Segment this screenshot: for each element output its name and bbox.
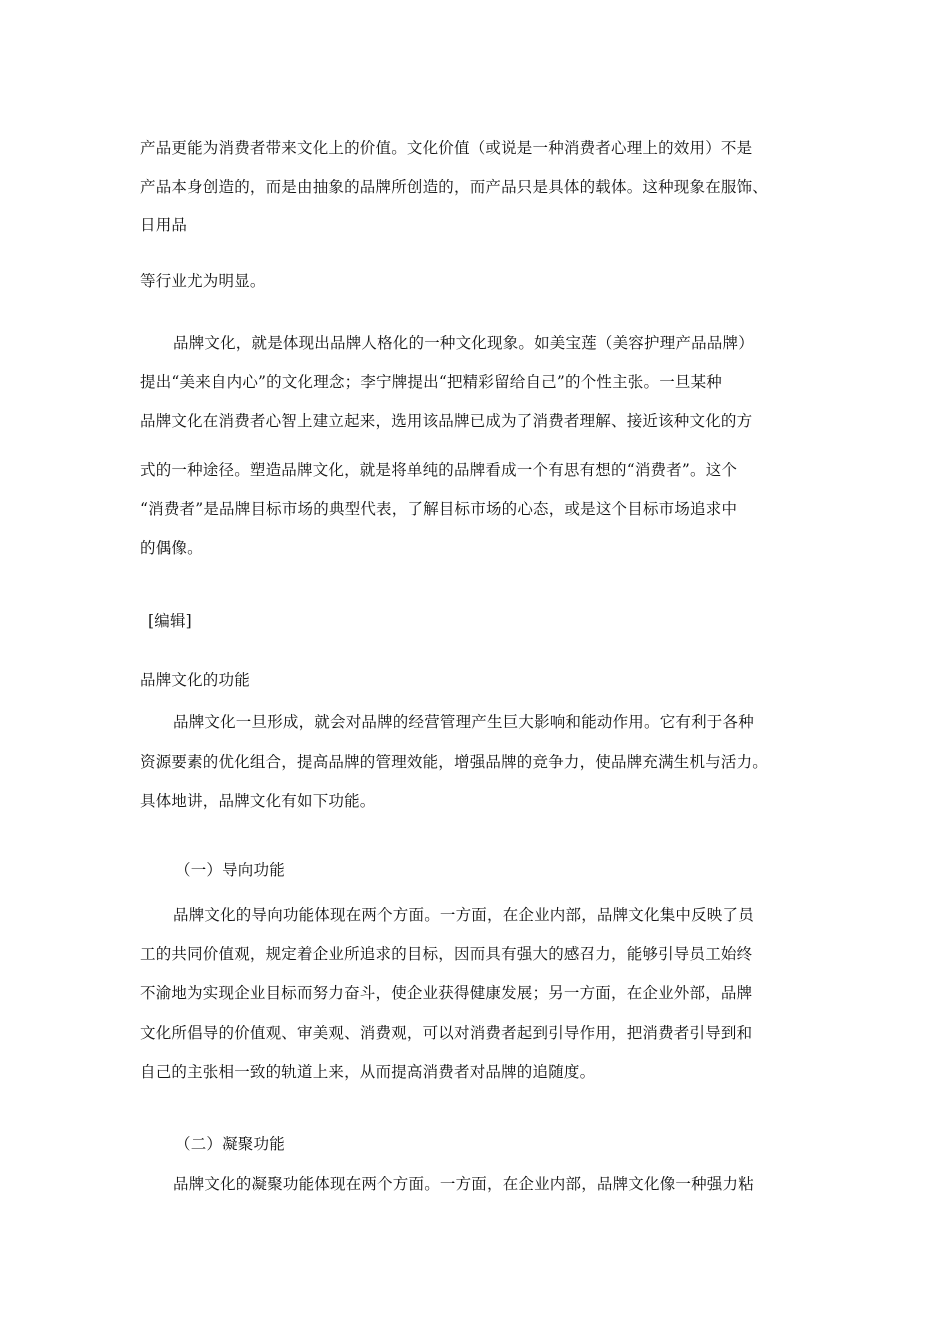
paragraph-line: 日用品 — [140, 216, 188, 234]
paragraph-line: 文化所倡导的价值观、审美观、消费观，可以对消费者起到引导作用，把消费者引导到和 — [140, 1024, 753, 1042]
paragraph-line: 工的共同价值观，规定着企业所追求的目标，因而具有强大的感召力，能够引导员工始终 — [140, 945, 753, 963]
paragraph-line: 品牌文化的凝聚功能体现在两个方面。一方面，在企业内部，品牌文化像一种强力粘 — [173, 1175, 754, 1193]
paragraph-line: 等行业尤为明显。 — [140, 272, 266, 290]
paragraph-line: 资源要素的优化组合，提高品牌的管理效能，增强品牌的竞争力，使品牌充满生机与活力。 — [140, 753, 769, 771]
paragraph-line: 产品更能为消费者带来文化上的价值。文化价值（或说是一种消费者心理上的效用）不是 — [140, 139, 753, 157]
paragraph-line: 自己的主张相一致的轨道上来，从而提高消费者对品牌的追随度。 — [140, 1063, 596, 1081]
paragraph-line: 产品本身创造的，而是由抽象的品牌所创造的，而产品只是具体的载体。这种现象在服饰、 — [140, 178, 769, 196]
subsection-title: （二）凝聚功能 — [175, 1135, 285, 1153]
paragraph-line: 的偶像。 — [140, 539, 203, 557]
paragraph-line: “消费者”是品牌目标市场的典型代表，了解目标市场的心态，或是这个目标市场追求中 — [140, 500, 738, 518]
paragraph-line: 具体地讲，品牌文化有如下功能。 — [140, 792, 376, 810]
paragraph-line: 品牌文化一旦形成，就会对品牌的经营管理产生巨大影响和能动作用。它有利于各种 — [173, 713, 754, 731]
paragraph-line: 品牌文化在消费者心智上建立起来，选用该品牌已成为了消费者理解、接近该种文化的方 — [140, 412, 753, 430]
paragraph-line: 品牌文化的导向功能体现在两个方面。一方面，在企业内部，品牌文化集中反映了员 — [173, 906, 754, 924]
section-title: 品牌文化的功能 — [140, 671, 250, 689]
paragraph-line: 不渝地为实现企业目标而努力奋斗，使企业获得健康发展；另一方面，在企业外部，品牌 — [140, 984, 753, 1002]
paragraph-line: 式的一种途径。塑造品牌文化，就是将单纯的品牌看成一个有思有想的“消费者”。这个 — [140, 461, 738, 479]
paragraph-line: 提出“美来自内心”的文化理念；李宁牌提出“把精彩留给自己”的个性主张。一旦某种 — [140, 373, 722, 391]
edit-link[interactable]: [编辑] — [148, 612, 192, 630]
paragraph-line: 品牌文化，就是体现出品牌人格化的一种文化现象。如美宝莲（美容护理产品品牌） — [173, 334, 754, 352]
subsection-title: （一）导向功能 — [175, 861, 285, 879]
